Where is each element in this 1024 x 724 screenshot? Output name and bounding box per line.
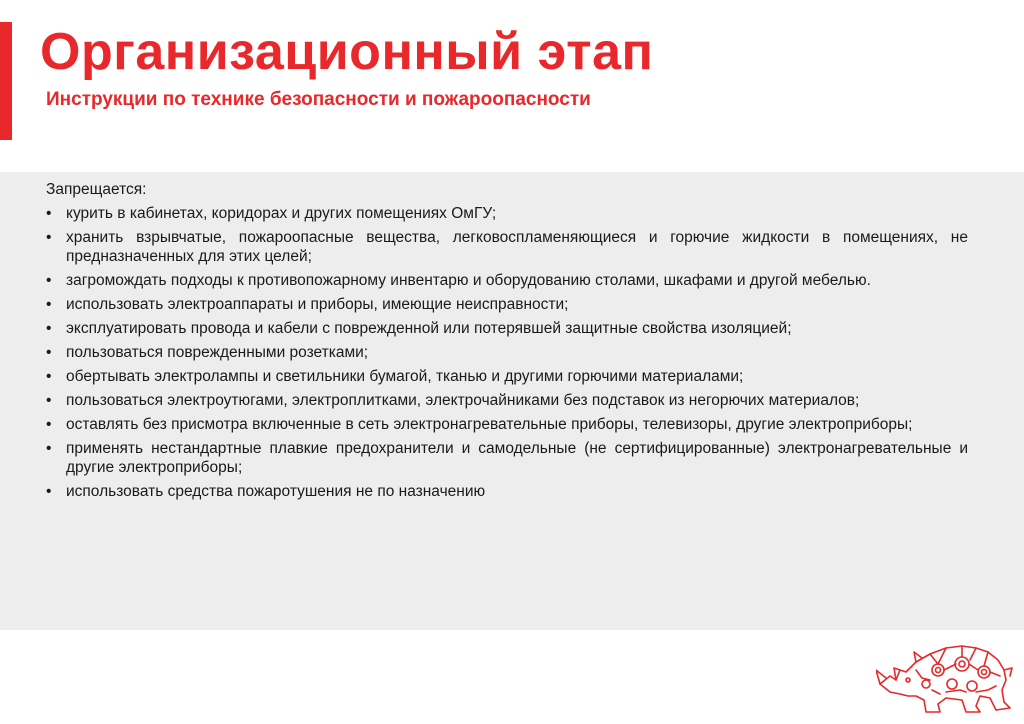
rule-item	[46, 204, 968, 223]
rule-item	[46, 482, 968, 501]
rules-content	[46, 180, 968, 506]
bullet-icon: •	[46, 392, 52, 409]
accent-bar	[0, 22, 12, 140]
bullet-icon: •	[46, 205, 52, 222]
rule-item	[46, 228, 968, 266]
rule-item	[46, 439, 968, 477]
rhino-logo-icon	[876, 640, 1016, 716]
bullet-icon: •	[46, 440, 52, 457]
rules-list	[46, 204, 968, 501]
bullet-icon: •	[46, 483, 52, 500]
rule-text: курить в кабинетах, коридорах и других помещениях ОмГУ;	[66, 205, 497, 222]
rule-item	[46, 415, 968, 434]
bullet-icon: •	[46, 368, 52, 385]
rule-text: использовать средства пожаротушения не по назначению	[66, 483, 486, 500]
bullet-icon: •	[46, 344, 52, 361]
bullet-icon: •	[46, 416, 52, 433]
page-subtitle: Инструкции по технике безопасности и пожароопасности	[46, 89, 591, 110]
rule-item	[46, 343, 968, 362]
rule-text: эксплуатировать провода и кабели с поврежденной или потерявшей защитные свойства изоляцией;	[66, 320, 792, 337]
rule-text: применять нестандартные плавкие предохранители и самодельные (не сертифицированные) электронагревательные и другие электроприборы;	[66, 440, 968, 476]
rule-item	[46, 391, 968, 410]
bullet-icon: •	[46, 229, 52, 246]
bullet-icon: •	[46, 272, 52, 289]
rule-text: пользоваться электроутюгами, электроплитками, электрочайниками без подставок из негорючих материалов;	[66, 392, 860, 409]
page-title: Организационный этап	[40, 23, 654, 81]
rule-text: использовать электроаппараты и приборы, имеющие неисправности;	[66, 296, 569, 313]
rule-item	[46, 319, 968, 338]
rule-text: хранить взрывчатые, пожароопасные вещества, легковоспламеняющиеся и горючие жидкости в помещениях, не предназначенных для этих целей;	[66, 229, 968, 265]
rule-text: оставлять без присмотра включенные в сеть электронагревательные приборы, телевизоры, другие электроприборы;	[66, 416, 913, 433]
rule-item	[46, 295, 968, 314]
rule-item	[46, 367, 968, 386]
rule-text: обертывать электролампы и светильники бумагой, тканью и другими горючими материалами;	[66, 368, 744, 385]
bullet-icon: •	[46, 296, 52, 313]
rule-text: пользоваться поврежденными розетками;	[66, 344, 369, 361]
rule-text: загромождать подходы к противопожарному инвентарю и оборудованию столами, шкафами и другой мебелью.	[66, 272, 871, 289]
bullet-icon: •	[46, 320, 52, 337]
rule-item	[46, 271, 968, 290]
rules-intro: Запрещается:	[46, 181, 147, 198]
